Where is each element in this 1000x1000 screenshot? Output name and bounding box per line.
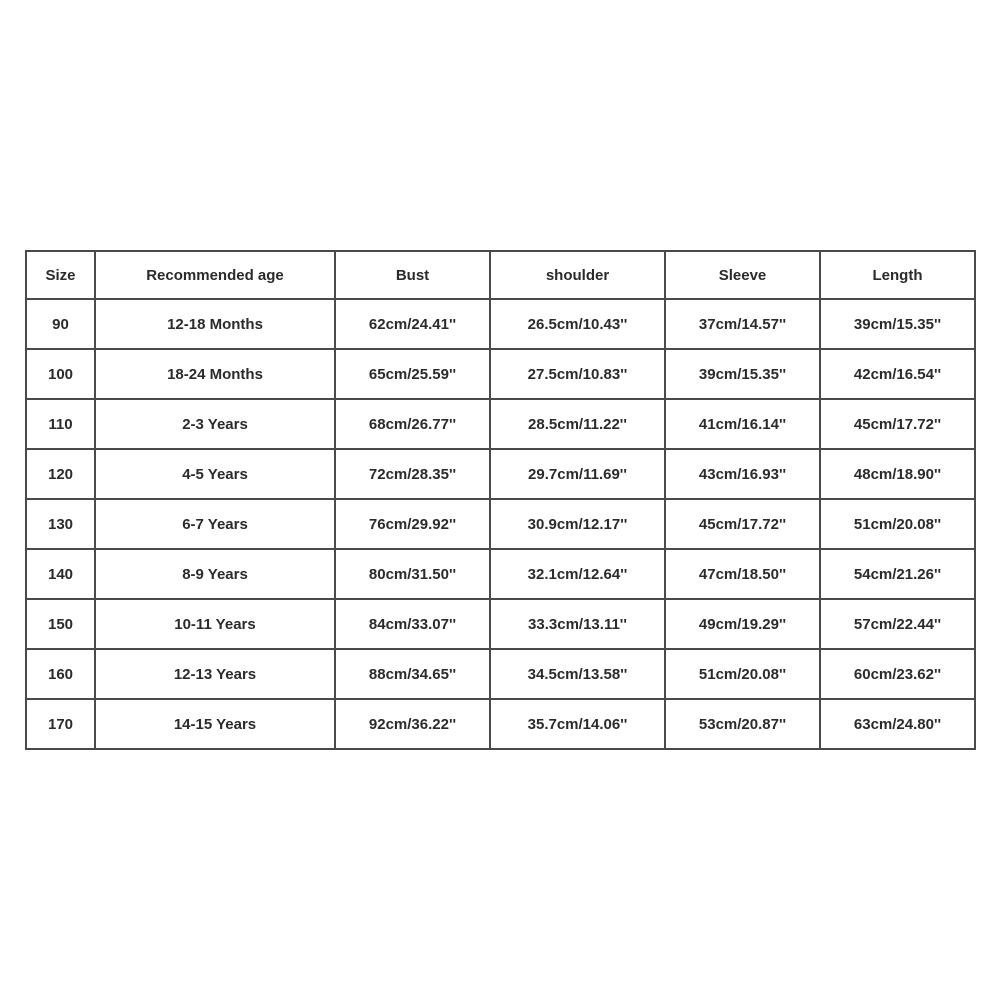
cell-recommended-age: 4-5 Years [95, 449, 335, 499]
cell-size: 90 [26, 299, 95, 349]
cell-shoulder: 29.7cm/11.69'' [490, 449, 665, 499]
cell-sleeve: 39cm/15.35'' [665, 349, 820, 399]
table-row [26, 649, 975, 699]
header-size: Size [26, 251, 95, 299]
cell-size: 150 [26, 599, 95, 649]
cell-bust: 84cm/33.07'' [335, 599, 490, 649]
cell-recommended-age: 10-11 Years [95, 599, 335, 649]
cell-size: 120 [26, 449, 95, 499]
table-row [26, 449, 975, 499]
cell-shoulder: 32.1cm/12.64'' [490, 549, 665, 599]
cell-bust: 68cm/26.77'' [335, 399, 490, 449]
cell-recommended-age: 2-3 Years [95, 399, 335, 449]
table-row [26, 499, 975, 549]
cell-size: 130 [26, 499, 95, 549]
cell-sleeve: 45cm/17.72'' [665, 499, 820, 549]
cell-length: 39cm/15.35'' [820, 299, 975, 349]
cell-length: 54cm/21.26'' [820, 549, 975, 599]
cell-shoulder: 33.3cm/13.11'' [490, 599, 665, 649]
table-row [26, 349, 975, 399]
cell-shoulder: 30.9cm/12.17'' [490, 499, 665, 549]
cell-length: 42cm/16.54'' [820, 349, 975, 399]
table-row [26, 299, 975, 349]
header-row [26, 251, 975, 299]
header-length: Length [820, 251, 975, 299]
cell-shoulder: 28.5cm/11.22'' [490, 399, 665, 449]
cell-bust: 76cm/29.92'' [335, 499, 490, 549]
cell-sleeve: 37cm/14.57'' [665, 299, 820, 349]
cell-size: 100 [26, 349, 95, 399]
cell-shoulder: 34.5cm/13.58'' [490, 649, 665, 699]
cell-length: 63cm/24.80'' [820, 699, 975, 749]
cell-recommended-age: 12-13 Years [95, 649, 335, 699]
cell-sleeve: 41cm/16.14'' [665, 399, 820, 449]
cell-length: 51cm/20.08'' [820, 499, 975, 549]
header-shoulder: shoulder [490, 251, 665, 299]
table-row [26, 399, 975, 449]
cell-shoulder: 26.5cm/10.43'' [490, 299, 665, 349]
cell-size: 170 [26, 699, 95, 749]
header-sleeve: Sleeve [665, 251, 820, 299]
cell-bust: 72cm/28.35'' [335, 449, 490, 499]
cell-sleeve: 43cm/16.93'' [665, 449, 820, 499]
table-row [26, 599, 975, 649]
cell-shoulder: 35.7cm/14.06'' [490, 699, 665, 749]
cell-recommended-age: 6-7 Years [95, 499, 335, 549]
cell-size: 160 [26, 649, 95, 699]
cell-length: 60cm/23.62'' [820, 649, 975, 699]
cell-bust: 65cm/25.59'' [335, 349, 490, 399]
table-header [26, 251, 975, 299]
cell-bust: 62cm/24.41'' [335, 299, 490, 349]
cell-length: 48cm/18.90'' [820, 449, 975, 499]
table-row [26, 549, 975, 599]
cell-bust: 80cm/31.50'' [335, 549, 490, 599]
header-recommended-age: Recommended age [95, 251, 335, 299]
cell-recommended-age: 8-9 Years [95, 549, 335, 599]
header-bust: Bust [335, 251, 490, 299]
table-row [26, 699, 975, 749]
table-body [26, 299, 975, 749]
cell-sleeve: 49cm/19.29'' [665, 599, 820, 649]
cell-length: 45cm/17.72'' [820, 399, 975, 449]
size-chart-table [25, 250, 976, 750]
cell-bust: 92cm/36.22'' [335, 699, 490, 749]
cell-sleeve: 53cm/20.87'' [665, 699, 820, 749]
cell-length: 57cm/22.44'' [820, 599, 975, 649]
cell-shoulder: 27.5cm/10.83'' [490, 349, 665, 399]
cell-recommended-age: 14-15 Years [95, 699, 335, 749]
cell-sleeve: 51cm/20.08'' [665, 649, 820, 699]
cell-bust: 88cm/34.65'' [335, 649, 490, 699]
cell-size: 140 [26, 549, 95, 599]
cell-sleeve: 47cm/18.50'' [665, 549, 820, 599]
cell-recommended-age: 12-18 Months [95, 299, 335, 349]
cell-recommended-age: 18-24 Months [95, 349, 335, 399]
cell-size: 110 [26, 399, 95, 449]
